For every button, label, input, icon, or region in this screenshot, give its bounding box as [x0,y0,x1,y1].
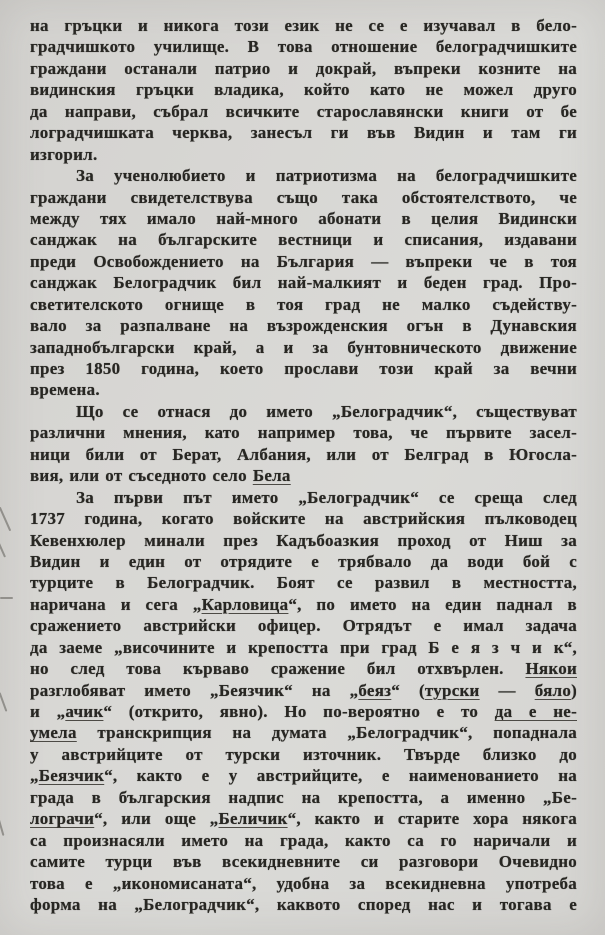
text-segment: различни мнения, като например това, че първите засел- [30,423,577,443]
text-segment: изгорил. [30,144,98,164]
text-segment: вало за разпалване на възрожденския огън в Дунавския [30,316,577,336]
text-segment: градчишкото училище. В това отношение белоградчишките [30,37,577,57]
paragraph [30,165,577,401]
text-line [30,15,577,36]
text-segment: самите турци във всекидневните си разговори Очевидно [30,852,577,872]
text-line [30,572,577,593]
text-line [30,594,577,615]
text-segment: сражението австрийски офицер. Отрядът е имал задача [30,616,577,636]
text-segment: и „ [30,702,66,721]
text-line [30,487,577,508]
text-line [30,122,577,143]
text-segment: “, по името на един паднал в [288,594,577,614]
text-line [30,144,577,165]
text-line [30,36,577,57]
text-segment: видинския гръцки владика, който като не можел друго [30,80,577,100]
paragraph [30,15,577,165]
text-line [30,379,577,400]
text-line [30,851,577,872]
text-line [30,808,577,829]
text-line [30,294,577,315]
text-line [30,722,577,743]
pencil-underlined-word: бяло [534,680,572,700]
text-segment: “ (открито, явно). Но по-вероятно е то [103,702,495,721]
text-segment: За ученолюбието и патриотизма на белоградчишките [76,166,577,186]
pencil-underlined-word: Карловица [201,594,289,614]
text-segment: у австрийците от турски източник. Твърде близко до [30,744,577,764]
text-line [30,658,577,679]
text-segment: лоградчишката черква, занесъл ги във Видин и там ги [30,123,577,143]
text-line [30,637,577,658]
text-segment: преди Освобождението на България — въпреки че в тоя [30,251,577,271]
text-segment: За първи път името „Белоградчик“ се среща след [76,487,577,507]
text-segment: граждани свидетелствува също така обстоятелството, че [30,187,577,207]
text-segment: на гръцки и никога този език не се е изучавал в бело- [30,16,577,35]
text-line [30,337,577,358]
text-segment: между тях имало най-много абонати в целия Видински [30,208,577,228]
text-line [30,551,577,572]
text-segment: ници били от Берат, Албания, или от Белград в Югосла- [30,444,577,464]
text-line [30,744,577,765]
text-segment: граждани останали патрио и докрай, въпреки козните на [30,58,577,78]
text-line [30,422,577,443]
text-line [30,680,577,701]
text-segment: това е „икономисаната“, удобна за всекидневна употреба [30,873,577,893]
pencil-underlined-word: Бела [252,466,291,486]
text-segment: „ [30,766,39,786]
pencil-underlined-word: умела [30,723,77,743]
text-line [30,165,577,186]
text-segment: през 1850 година, което прослави този край за вечни [30,359,577,378]
text-segment: наричана и сега „ [30,594,202,614]
text-segment: форма на „Белоградчик“, каквото според нас и тогава е [30,894,577,914]
text-segment: но след това кърваво сражение бил отхвърлен. [30,659,526,679]
text-segment: ) [571,680,577,700]
margin-pencil-mark [0,692,7,711]
pencil-underlined-word: беяз [358,680,392,700]
text-line [30,315,577,336]
text-segment: транскрипция на думата „Белоградчик“, попаднала [76,723,577,743]
margin-pencil-mark [0,507,11,532]
text-line [30,358,577,379]
text-line [30,251,577,272]
text-line [30,508,577,529]
text-line [30,272,577,293]
text-line [30,229,577,250]
text-segment: санджак на българските вестници и списания, издавани [30,230,577,250]
text-segment: града в българския надпис на крепостта, а именно „Бе- [30,787,577,807]
text-segment: са произнасяли името на града, както са го наричали и [30,830,577,850]
text-segment: Що се отнася до името „Белоградчик“, съществуват [76,401,577,421]
text-segment: да заеме „височините и крепостта при град Б е я з ч и к“, [30,637,577,657]
text-segment: “, както е у австрийците, е наименованието на [104,766,577,786]
pencil-underlined-word: лограчи [30,809,95,829]
margin-pencil-mark [0,597,13,599]
text-segment: “ ( [391,680,425,700]
text-segment: Кевенхюлер минали през Кадъбоазкия проход от Ниш за [30,530,577,550]
text-line [30,615,577,636]
text-line [30,79,577,100]
text-line [30,58,577,79]
text-line [30,873,577,894]
text-column [30,15,577,915]
text-line [30,701,577,722]
text-segment: вия, или от съседното село [30,466,253,486]
text-segment: разглобяват името „Беязчик“ на „ [30,680,359,700]
pencil-underlined-word: Беличик [218,809,288,829]
pencil-underlined-word: Някои [525,659,577,679]
text-line [30,830,577,851]
pencil-underlined-word: да е не- [494,702,577,721]
text-line [30,465,577,486]
text-line [30,101,577,122]
pencil-underlined-word: ачик [65,702,104,721]
text-segment: 1737 година, когато войските на австрийския пълководец [30,509,577,529]
text-segment: западнобългарски край, а и за бунтовническото движение [30,337,577,357]
text-segment: времена. [30,380,100,400]
text-line [30,765,577,786]
text-line [30,530,577,551]
margin-pencil-mark [0,538,6,557]
text-segment: турците в Белоградчик. Боят се развил в местността, [30,573,577,593]
text-line [30,187,577,208]
paragraph [30,401,577,487]
text-line [30,401,577,422]
text-line [30,894,577,915]
text-segment: — [479,680,535,700]
text-segment: Видин и един от отрядите е трябвало да води бой с [30,551,577,571]
text-segment: да направи, събрал всичките старославянски книги от бе [30,101,577,121]
text-line [30,208,577,229]
text-segment: “, или още „ [94,809,219,829]
text-segment: “, както и старите хора някога [287,809,577,829]
pencil-underlined-word: Беязчик [38,766,105,786]
pencil-underlined-word: турски [424,680,480,700]
text-line [30,787,577,808]
margin-pencil-mark [0,818,4,836]
text-segment: светителското огнище в тоя град не малко съдейству- [30,294,577,314]
paragraph [30,487,577,916]
text-line [30,444,577,465]
text-segment: санджак Белоградчик бил най-малкият и беден град. Про- [30,273,577,293]
